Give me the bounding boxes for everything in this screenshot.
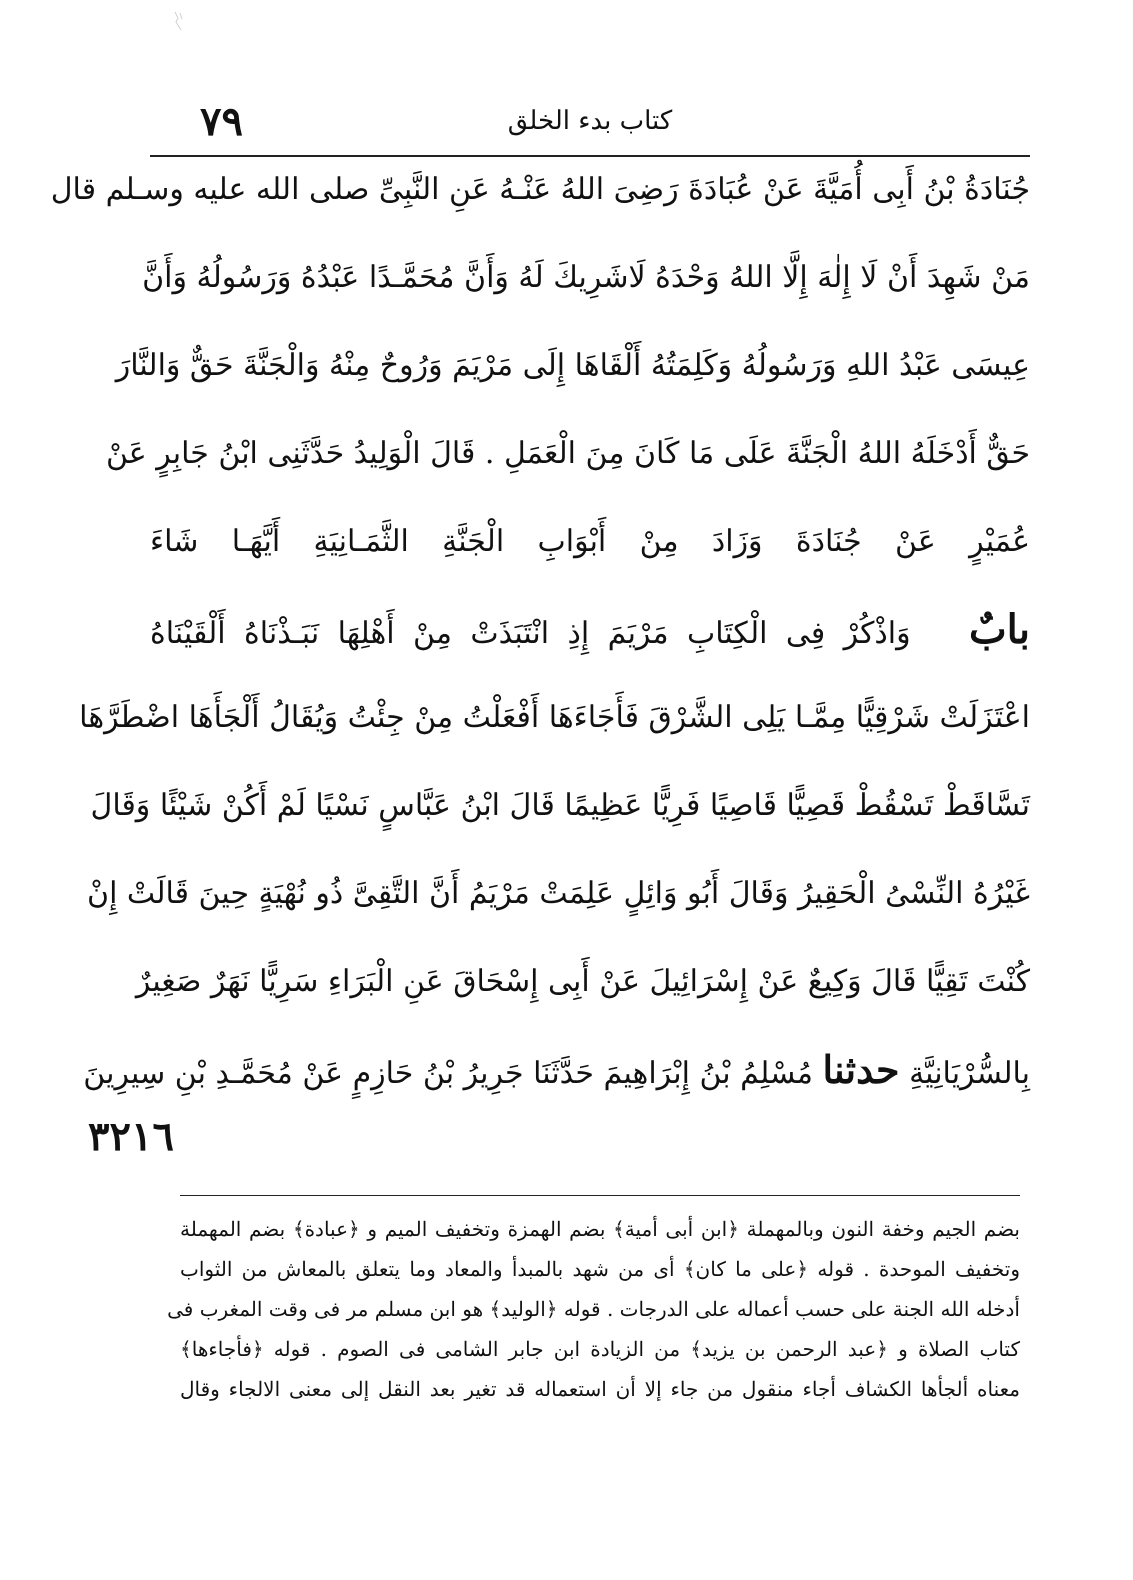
chapter-line	[150, 606, 1030, 653]
footnote-line: وتخفيف الموحدة . قوله ﴿على ما كان﴾ أى من شهد بالمبدأ والمعاد وما يتعلق بالمعاش من الثواب	[180, 1257, 1020, 1281]
footnote-line: بضم الجيم وخفة النون وبالمهملة ﴿ابن أبى أمية﴾ بضم الهمزة وتخفيف الميم و ﴿عبادة﴾ بضم المهملة	[180, 1217, 1020, 1241]
text-line: اعْتَزَلَتْ شَرْقِيًّا مِمَّـا يَلِى الشَّرْقَ فَأَجَاءَهَا أَفْعَلْتُ مِنْ جِئْتُ وَيُقَالُ أَلْجَأَهَا اضْطَرَّهَا	[79, 700, 1030, 735]
text-line: تَسَّاقَطْ تَسْقُطْ قَصِيًّا قَاصِيًا فَرِيًّا عَظِيمًا قَالَ ابْنُ عَبَّاسٍ نَسْيًا لَمْ أَكُنْ شَيْئًا وَقَالَ	[90, 788, 1030, 823]
haddathana-marker: حدثنا	[822, 1047, 900, 1092]
text-line: عُمَيْرٍ عَنْ جُنَادَةَ وَزَادَ مِنْ أَبْوَابِ الْجَنَّةِ الثَّمَـانِيَةِ أَيَّهَـا شَاءَ	[150, 524, 1030, 559]
chapter-heading: بابٌ	[969, 606, 1030, 653]
text-line: عِيسَى عَبْدُ اللهِ وَرَسُولُهُ وَكَلِمَتُهُ أَلْقَاهَا إِلَى مَرْيَمَ وَرُوحٌ مِنْهُ وَالْجَنَّةَ حَقٌّ وَالنَّارَ	[115, 348, 1030, 383]
text-fragment: مُسْلِمُ بْنُ إِبْرَاهِيمَ حَدَّثَنَا جَرِيرُ بْنُ حَازِمٍ عَنْ مُحَمَّـدِ بْنِ سِيرِينَ	[83, 1056, 813, 1091]
text-line: غَيْرُهُ النِّسْىُ الْحَقِيرُ وَقَالَ أَبُو وَائِلٍ عَلِمَتْ مَرْيَمُ أَنَّ التَّقِىَّ ذُو نُهْيَةٍ حِينَ قَالَتْ إِنْ	[87, 876, 1030, 911]
page-number: ٧٩	[200, 98, 243, 145]
text-fragment: بِالسُّرْيَانِيَّةِ	[909, 1056, 1030, 1091]
text-line: كُنْتَ تَقِيًّا قَالَ وَكِيعٌ عَنْ إِسْرَائِيلَ عَنْ أَبِى إِسْحَاقَ عَنِ الْبَرَاءِ سَرِيًّا نَهَرٌ صَغِيرٌ	[135, 964, 1030, 999]
page-header	[150, 98, 1030, 154]
footnote-line: معناه ألجأها الكشاف أجاء منقول من جاء إلا أن استعماله قد تغير بعد النقل إلى معنى الالجاء وقال	[180, 1377, 1020, 1401]
footnote-rule	[180, 1195, 1020, 1196]
running-title: كتاب بدء الخلق	[507, 106, 673, 136]
hadith-line	[83, 1047, 1030, 1092]
text-line: جُنَادَةُ بْنُ أَبِى أُمَيَّةَ عَنْ عُبَادَةَ رَضِىَ اللهُ عَنْـهُ عَنِ النَّبِىِّ صلى الله عليه وسـلم قال	[50, 172, 1030, 207]
footnotes	[167, 1217, 1020, 1418]
text-line: مَنْ شَهِدَ أَنْ لَا إِلٰهَ إِلَّا اللهُ وَحْدَهُ لَاشَرِيكَ لَهُ وَأَنَّ مُحَمَّـدًا عَبْدُهُ وَرَسُولُهُ وَأَنَّ	[142, 260, 1030, 295]
chapter-text: وَاذْكُرْ فِى الْكِتَابِ مَرْيَمَ إِذِ انْتَبَذَتْ مِنْ أَهْلِهَا نَبَـذْنَاهُ أَلْقَيْنَاهُ	[150, 616, 911, 651]
footnote-line: أدخله الله الجنة على حسب أعماله على الدرجات . قوله ﴿الوليد﴾ هو ابن مسلم مر فى وقت المغرب فى	[167, 1297, 1020, 1321]
footnote-line: كتاب الصلاة و ﴿عبد الرحمن بن يزيد﴾ من الزيادة ابن جابر الشامى فى الصوم . قوله ﴿فأجاءها﴾	[180, 1337, 1020, 1361]
header-rule	[150, 155, 1030, 157]
text-line: حَقٌّ أَدْخَلَهُ اللهُ الْجَنَّةَ عَلَى مَا كَانَ مِنَ الْعَمَلِ . قَالَ الْوَلِيدُ حَدَّثَنِى ابْنُ جَابِرٍ عَنْ	[105, 436, 1030, 471]
paper-speck-mark	[172, 10, 186, 32]
hadith-number: ٣٢١٦	[88, 1113, 174, 1160]
